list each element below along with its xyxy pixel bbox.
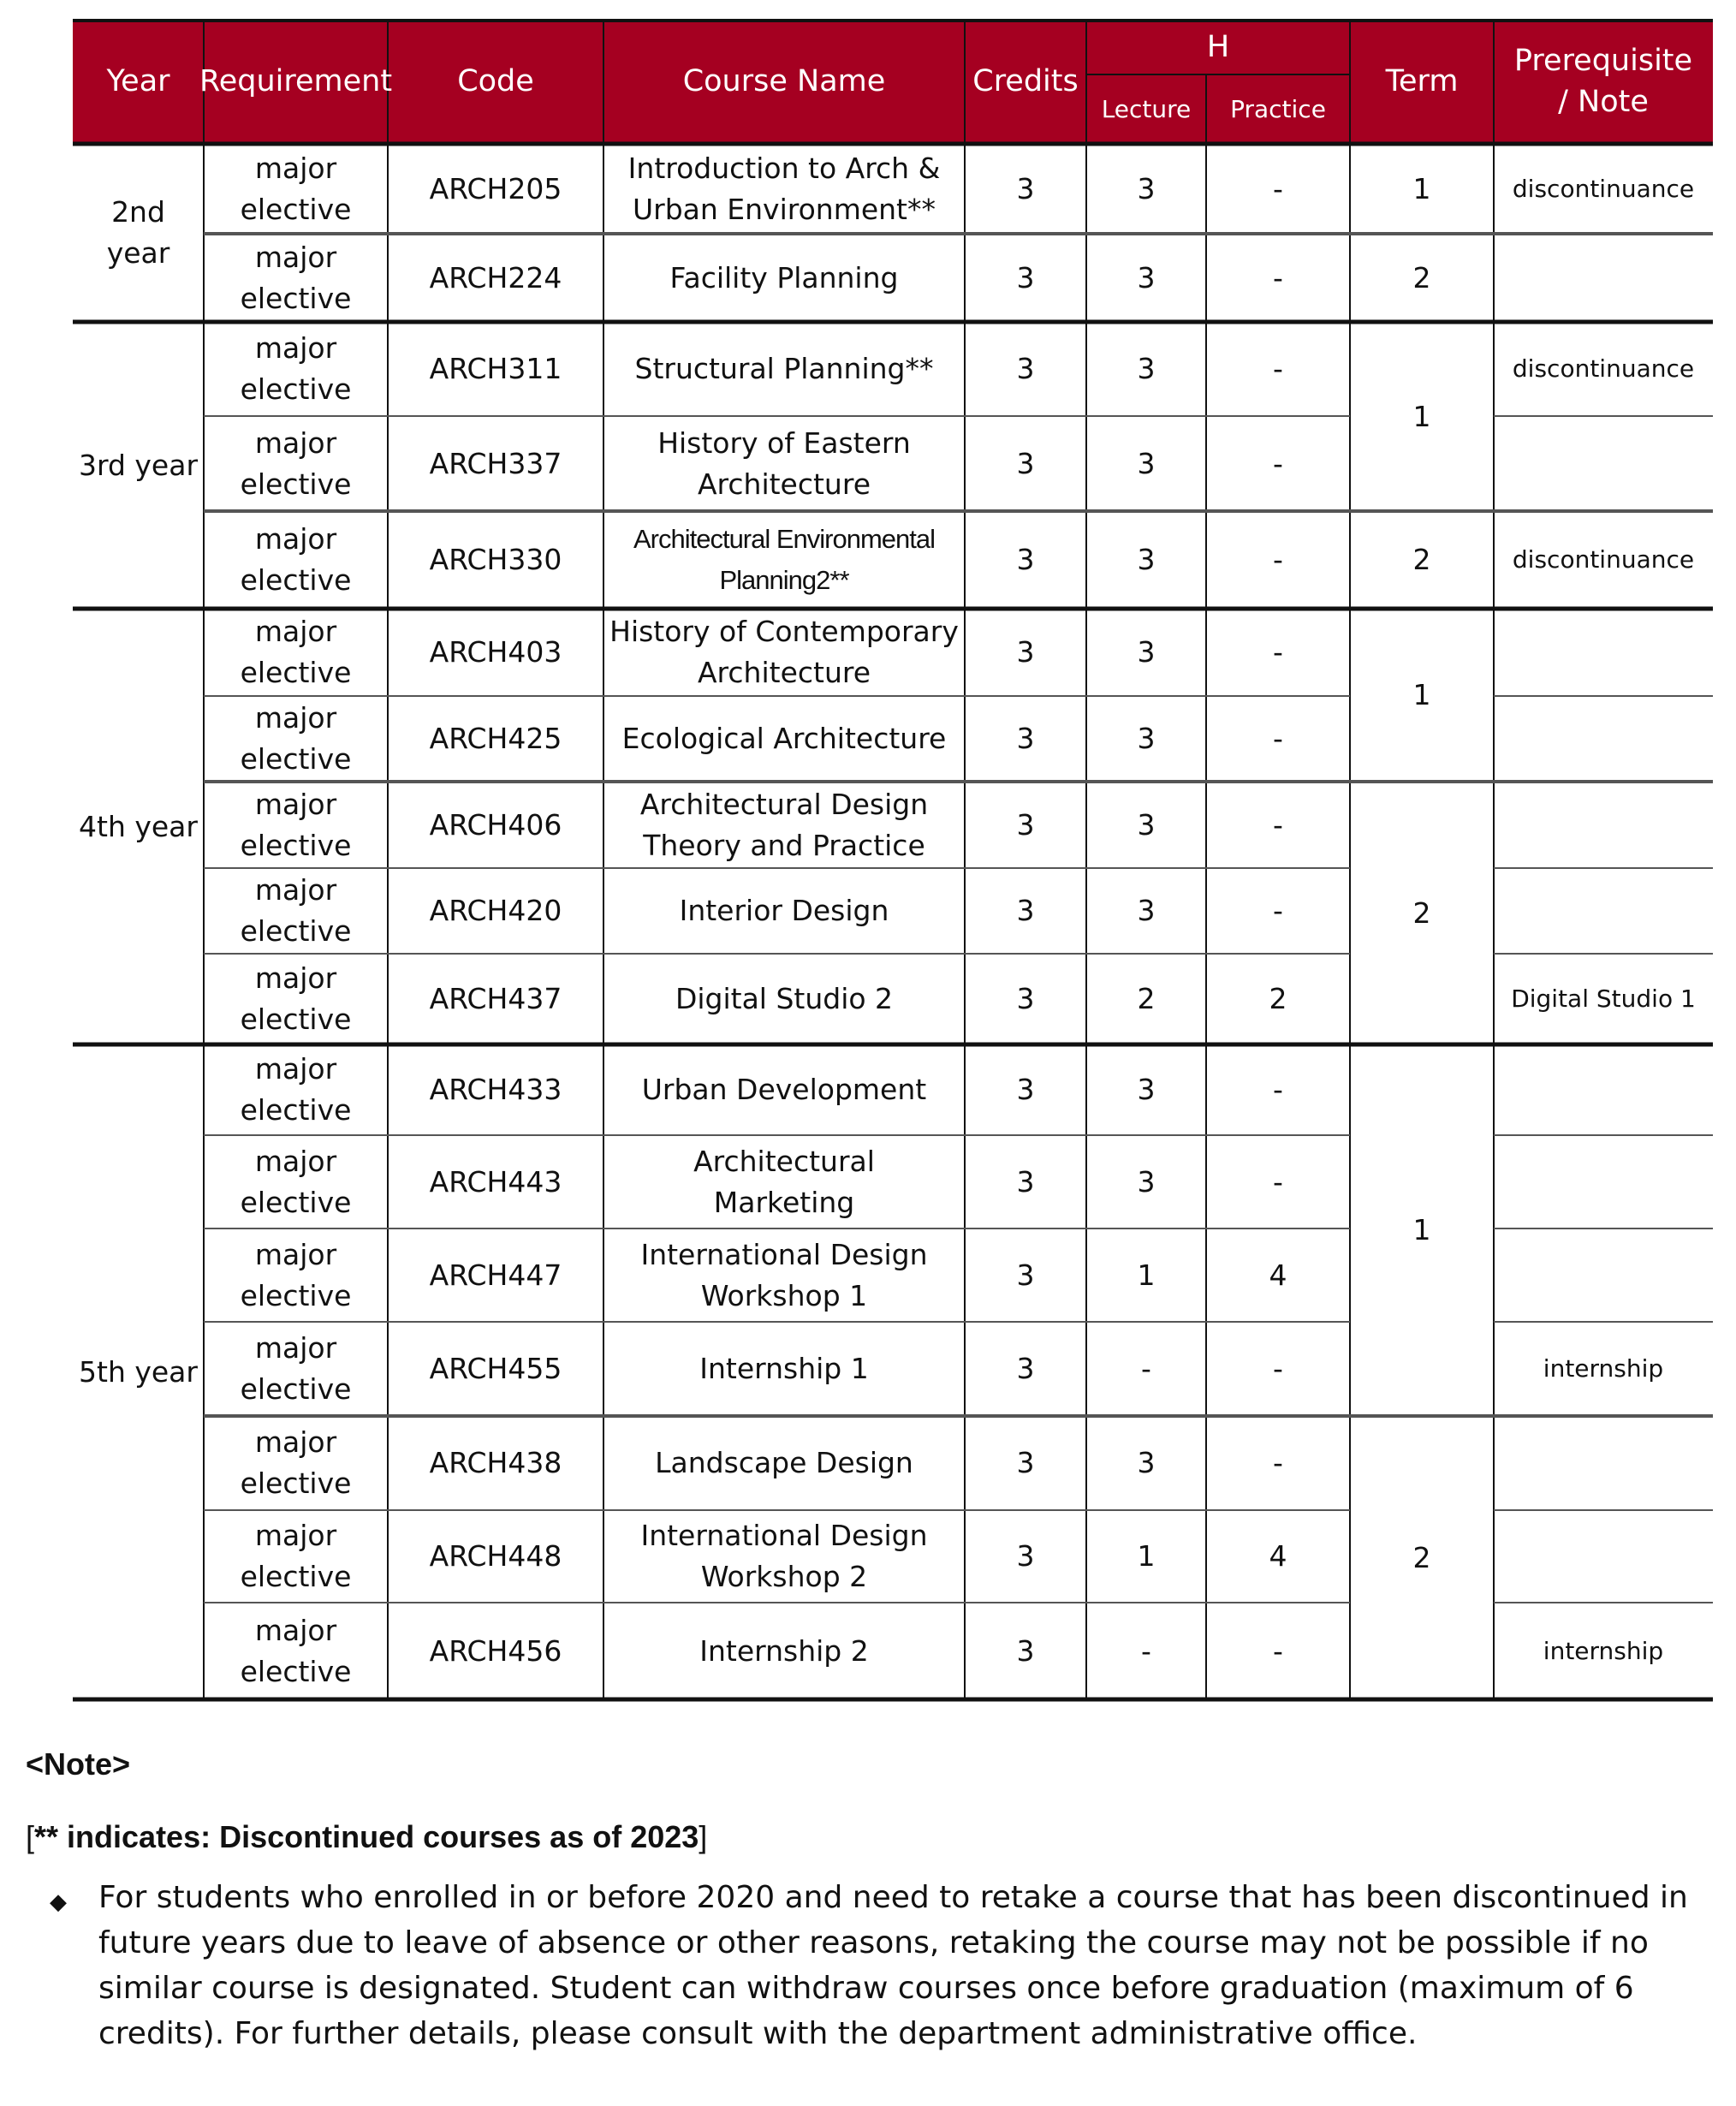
requirement-cell: major elective (240, 615, 352, 689)
practice-hours-cell: - (1273, 260, 1283, 294)
prerequisite-note-cell (1494, 234, 1713, 322)
requirement-cell: major elective (240, 1237, 352, 1312)
course-table (73, 19, 1713, 1704)
term-cell: 1 (1412, 171, 1431, 205)
course-name-cell: Architectural Environmental Planning2** (633, 524, 936, 595)
requirement-cell: major elective (240, 425, 352, 501)
code-cell: ARCH224 (429, 260, 562, 294)
requirement-cell: major elective (240, 1425, 352, 1500)
header-note: Prerequisite / Note (1513, 44, 1693, 119)
header-course-name: Course Name (682, 64, 886, 98)
requirement-cell: major elective (240, 1613, 352, 1688)
header-h: H (1206, 29, 1230, 64)
credits-cell: 3 (1016, 635, 1035, 669)
requirement-cell: major elective (240, 1519, 352, 1593)
course-name-cell: Interior Design (679, 894, 889, 927)
prerequisite-note-cell (1494, 609, 1713, 696)
credits-cell: 3 (1016, 446, 1035, 480)
practice-hours-cell: - (1273, 807, 1283, 842)
prerequisite-note-cell: internship (1543, 1354, 1664, 1383)
practice-hours-cell: - (1273, 543, 1283, 576)
note-subheading-open: [ (26, 1819, 35, 1854)
year-cell: 5th year (79, 1354, 198, 1389)
requirement-cell: major elective (240, 961, 352, 1036)
code-cell: ARCH433 (429, 1073, 562, 1106)
code-cell: ARCH455 (429, 1352, 562, 1385)
course-name-cell: Ecological Architecture (621, 722, 947, 755)
code-cell: ARCH425 (429, 722, 562, 755)
requirement-cell: major elective (240, 151, 352, 226)
lecture-hours-cell: 3 (1137, 635, 1156, 669)
credits-cell: 3 (1016, 352, 1035, 385)
practice-hours-cell: - (1273, 1446, 1283, 1479)
lecture-hours-cell: 3 (1137, 1164, 1156, 1199)
lecture-hours-cell: 3 (1137, 446, 1156, 480)
course-name-cell: Internship 1 (699, 1352, 869, 1385)
year-cell: 3rd year (78, 448, 199, 482)
code-cell: ARCH420 (429, 894, 562, 927)
code-cell: ARCH311 (429, 352, 562, 385)
course-name-cell: Internship 2 (699, 1633, 869, 1668)
term-cell: 1 (1412, 1213, 1431, 1246)
lecture-hours-cell: 3 (1137, 894, 1156, 927)
course-name-cell: History of Contemporary Architecture (609, 615, 959, 689)
header-year: Year (106, 64, 170, 98)
requirement-cell: major elective (240, 787, 352, 862)
lecture-hours-cell: 3 (1137, 722, 1156, 755)
lecture-hours-cell: 2 (1137, 982, 1156, 1015)
practice-hours-cell: - (1273, 446, 1283, 480)
requirement-cell: major elective (240, 522, 352, 597)
practice-hours-cell: - (1273, 722, 1283, 755)
term-cell: 2 (1412, 543, 1431, 576)
prerequisite-note-cell (1494, 868, 1713, 954)
practice-hours-cell: - (1273, 1633, 1283, 1668)
credits-cell: 3 (1016, 1164, 1035, 1199)
prerequisite-note-cell: internship (1543, 1636, 1664, 1665)
code-cell: ARCH443 (429, 1164, 562, 1199)
lecture-hours-cell: 1 (1137, 1539, 1156, 1573)
practice-hours-cell: 4 (1269, 1539, 1287, 1573)
credits-cell: 3 (1016, 1352, 1035, 1385)
prerequisite-note-cell (1494, 416, 1713, 511)
note-subheading-bold: ** indicates: Discontinued courses as of 2023 (34, 1819, 699, 1854)
credits-cell: 3 (1016, 1446, 1035, 1479)
note-subheading (26, 1819, 707, 1855)
term-cell: 2 (1412, 895, 1431, 930)
credits-cell: 3 (1016, 543, 1035, 576)
code-cell: ARCH406 (429, 807, 562, 842)
credits-cell: 3 (1016, 171, 1035, 205)
course-name-cell: International Design Workshop 2 (640, 1519, 928, 1593)
credits-cell: 3 (1016, 1539, 1035, 1573)
header-practice: Practice (1230, 94, 1326, 123)
credits-cell: 3 (1016, 894, 1035, 927)
course-name-cell: Architectural Design Theory and Practice (639, 787, 929, 862)
code-cell: ARCH456 (429, 1633, 562, 1668)
year-cell: 4th year (79, 809, 198, 843)
practice-hours-cell: - (1273, 1352, 1283, 1385)
prerequisite-note-cell (1494, 1510, 1713, 1603)
practice-hours-cell: - (1273, 1164, 1283, 1199)
code-cell: ARCH437 (429, 982, 562, 1015)
prerequisite-note-cell (1494, 1416, 1713, 1510)
practice-hours-cell: - (1273, 352, 1283, 385)
prerequisite-note-cell (1494, 1228, 1713, 1322)
requirement-cell: major elective (240, 331, 352, 406)
code-cell: ARCH448 (429, 1539, 562, 1573)
note-paragraph: For students who enrolled in or before 2020 and need to retake a course that has been discontinued in future years due to leave of absence or other reasons, retaking the course may not be possible if no similar course is designated. Student can withdraw courses once before graduation (maximum of 6 credits). For further details, please consult with the department administrative office. (98, 1880, 1688, 2051)
code-cell: ARCH330 (429, 543, 562, 576)
year-cell: 2nd year (106, 195, 170, 270)
course-name-cell: History of Eastern Architecture (657, 425, 911, 501)
practice-hours-cell: - (1273, 894, 1283, 927)
credits-cell: 3 (1016, 982, 1035, 1015)
header-requirement: Requirement (199, 64, 393, 98)
lecture-hours-cell: 1 (1137, 1258, 1156, 1292)
practice-hours-cell: - (1273, 635, 1283, 669)
prerequisite-note-cell: discontinuance (1512, 545, 1695, 574)
requirement-cell: major elective (240, 873, 352, 948)
term-cell: 1 (1412, 399, 1431, 433)
prerequisite-note-cell: discontinuance (1512, 354, 1695, 383)
lecture-hours-cell: - (1141, 1633, 1151, 1668)
code-cell: ARCH447 (429, 1258, 562, 1292)
credits-cell: 3 (1016, 807, 1035, 842)
lecture-hours-cell: 3 (1137, 352, 1156, 385)
course-name-cell: Landscape Design (655, 1446, 913, 1479)
header-lecture: Lecture (1101, 94, 1192, 123)
credits-cell: 3 (1016, 722, 1035, 755)
lecture-hours-cell: 3 (1137, 171, 1156, 205)
requirement-cell: major elective (240, 240, 352, 315)
course-name-cell: Digital Studio 2 (675, 982, 894, 1015)
lecture-hours-cell: 3 (1137, 543, 1156, 576)
lecture-hours-cell: 3 (1137, 1446, 1156, 1479)
code-cell: ARCH337 (429, 446, 562, 480)
course-name-cell: Facility Planning (669, 260, 899, 294)
course-name-cell: Urban Development (641, 1073, 927, 1106)
prerequisite-note-cell: discontinuance (1512, 174, 1695, 203)
credits-cell: 3 (1016, 260, 1035, 294)
prerequisite-note-cell (1494, 1135, 1713, 1228)
lecture-hours-cell: 3 (1137, 1073, 1156, 1106)
practice-hours-cell: - (1273, 171, 1283, 205)
prerequisite-note-cell (1494, 782, 1713, 868)
course-name-cell: Structural Planning** (634, 352, 934, 385)
prerequisite-note-cell: Digital Studio 1 (1511, 985, 1696, 1013)
credits-cell: 3 (1016, 1633, 1035, 1668)
lecture-hours-cell: 3 (1137, 807, 1156, 842)
requirement-cell: major elective (240, 1052, 352, 1127)
note-heading: <Note> (26, 1746, 131, 1782)
header-credits: Credits (972, 64, 1079, 98)
code-cell: ARCH438 (429, 1446, 562, 1479)
practice-hours-cell: - (1273, 1073, 1283, 1106)
course-name-cell: Introduction to Arch & Urban Environment** (627, 151, 941, 226)
credits-cell: 3 (1016, 1073, 1035, 1106)
term-cell: 1 (1412, 678, 1431, 711)
lecture-hours-cell: - (1141, 1352, 1151, 1385)
code-cell: ARCH403 (429, 635, 562, 669)
header-term: Term (1385, 64, 1459, 98)
credits-cell: 3 (1016, 1258, 1035, 1292)
course-name-cell: International Design Workshop 1 (640, 1237, 928, 1312)
prerequisite-note-cell (1494, 1044, 1713, 1135)
requirement-cell: major elective (240, 1144, 352, 1219)
note-subheading-close: ] (699, 1819, 708, 1854)
lecture-hours-cell: 3 (1137, 260, 1156, 294)
requirement-cell: major elective (240, 701, 352, 776)
code-cell: ARCH205 (429, 171, 562, 205)
practice-hours-cell: 4 (1269, 1258, 1287, 1292)
requirement-cell: major elective (240, 1331, 352, 1406)
term-cell: 2 (1412, 260, 1431, 294)
course-name-cell: Architectural Marketing (693, 1144, 875, 1219)
practice-hours-cell: 2 (1269, 982, 1287, 1015)
bullet-icon: ◆ (50, 1889, 67, 1915)
prerequisite-note-cell (1494, 696, 1713, 782)
term-cell: 2 (1412, 1540, 1431, 1574)
header-code: Code (457, 64, 534, 98)
